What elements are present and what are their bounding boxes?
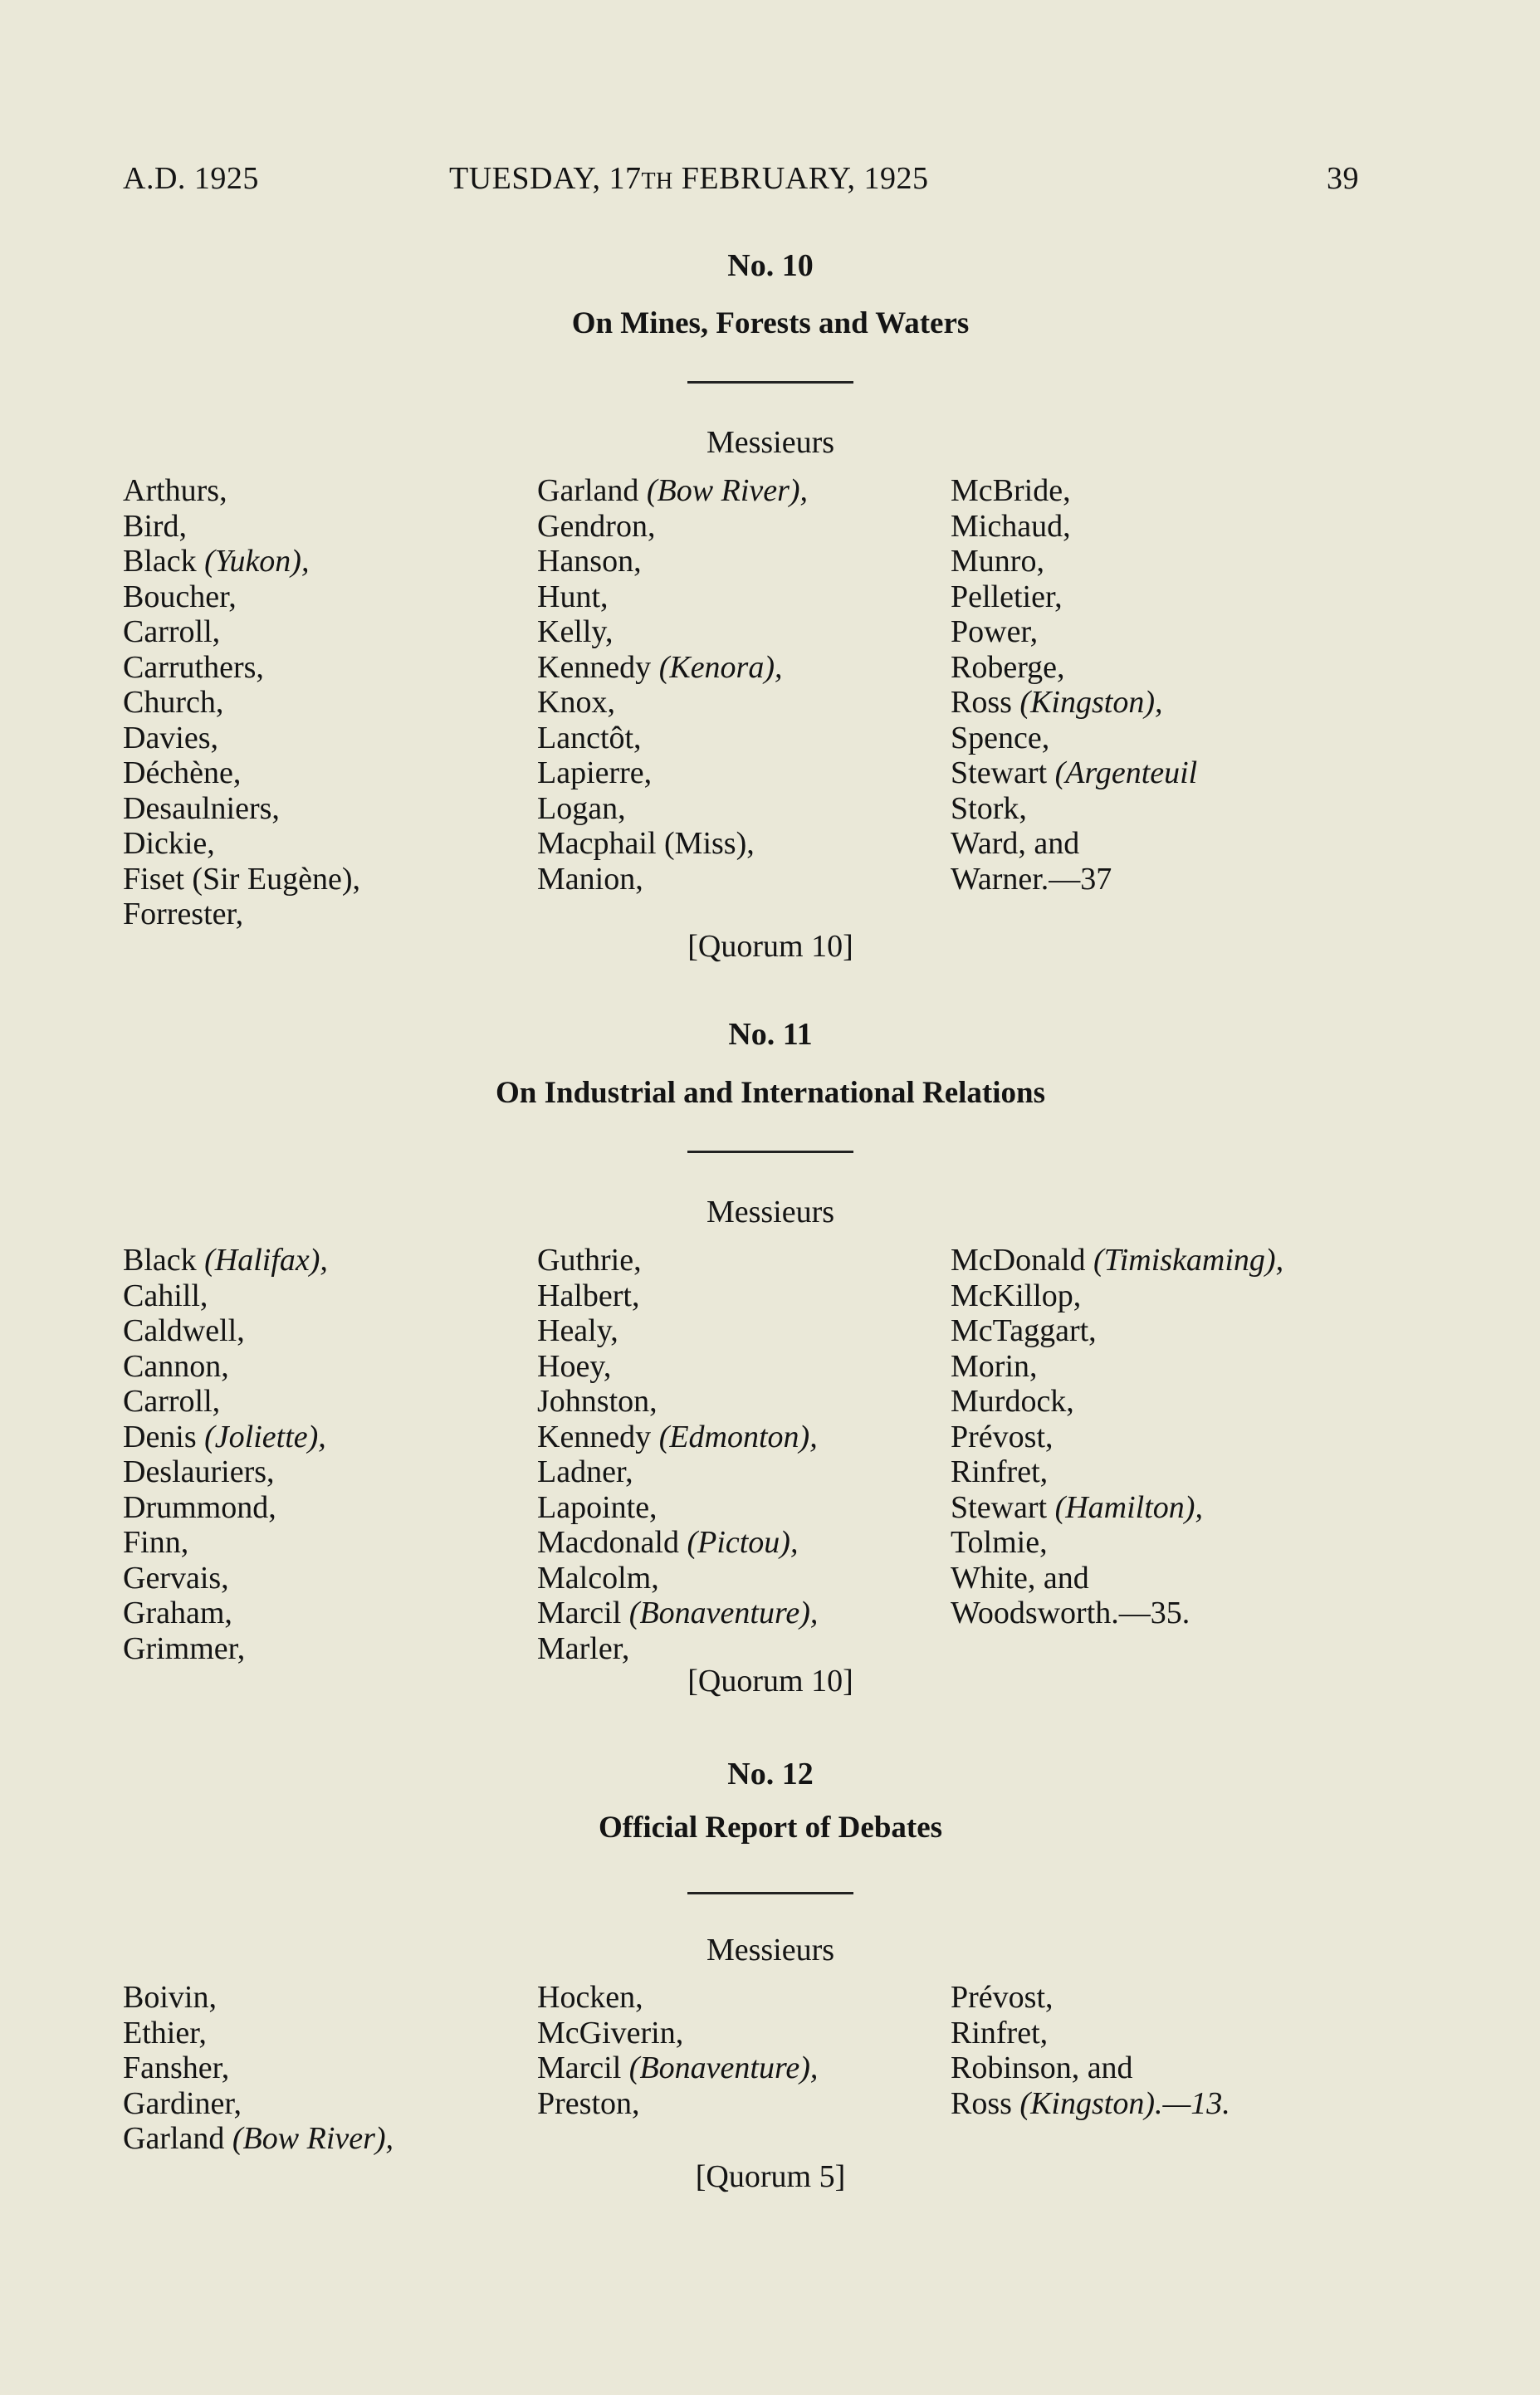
member-name bbox=[537, 862, 808, 897]
member-surname: Kelly, bbox=[537, 614, 614, 649]
member-name bbox=[537, 1490, 818, 1526]
member-name bbox=[951, 1313, 1283, 1349]
member-surname: Logan, bbox=[537, 790, 626, 826]
member-surname: Finn, bbox=[123, 1525, 189, 1560]
member-surname: Grimmer, bbox=[123, 1630, 246, 1666]
member-name bbox=[537, 721, 808, 756]
member-constituency: (Hamilton), bbox=[1054, 1489, 1203, 1525]
member-name bbox=[123, 579, 360, 615]
member-name bbox=[123, 897, 360, 932]
member-surname: Spence, bbox=[951, 720, 1050, 755]
member-surname: Deslauriers, bbox=[123, 1454, 275, 1489]
member-name bbox=[951, 2086, 1230, 2122]
member-name bbox=[123, 509, 360, 545]
member-name bbox=[123, 614, 360, 650]
member-constituency: (Bow River), bbox=[646, 473, 809, 508]
section-rule bbox=[687, 1151, 853, 1153]
member-name bbox=[951, 721, 1197, 756]
member-surname: Morin, bbox=[951, 1348, 1038, 1384]
member-surname: Graham, bbox=[123, 1596, 232, 1630]
member-name bbox=[951, 1561, 1283, 1596]
member-surname: Lanctôt, bbox=[537, 720, 642, 755]
member-surname: Desaulniers, bbox=[123, 790, 280, 826]
member-surname: Lapointe, bbox=[537, 1489, 658, 1525]
member-constituency: (Halifax), bbox=[204, 1243, 328, 1278]
member-name bbox=[123, 1631, 328, 1667]
member-name bbox=[537, 1454, 818, 1490]
member-surname: Pelletier, bbox=[951, 579, 1063, 614]
member-name bbox=[951, 1243, 1283, 1278]
member-surname: Warner.—37 bbox=[951, 861, 1112, 897]
quorum: [Quorum 5] bbox=[695, 2159, 846, 2194]
member-constituency: (Kenora), bbox=[658, 649, 783, 685]
member-name bbox=[123, 1561, 328, 1596]
member-surname: Hoey, bbox=[537, 1348, 612, 1384]
member-surname: Stewart bbox=[951, 1489, 1048, 1525]
member-surname: Rinfret, bbox=[951, 1454, 1049, 1489]
member-surname: Marcil bbox=[537, 1596, 622, 1630]
member-surname: McDonald bbox=[951, 1243, 1086, 1278]
member-surname: Marcil bbox=[537, 2050, 622, 2085]
member-name bbox=[123, 685, 360, 721]
member-surname: Gendron, bbox=[537, 508, 656, 544]
messieurs-heading: Messieurs bbox=[706, 1195, 835, 1229]
member-constituency: (Yukon), bbox=[204, 544, 310, 579]
member-name bbox=[537, 2086, 818, 2122]
member-surname: Gardiner, bbox=[123, 2085, 242, 2121]
member-name bbox=[123, 1490, 328, 1526]
member-constituency: (Pictou), bbox=[687, 1525, 799, 1560]
member-surname: Drummond, bbox=[123, 1489, 276, 1525]
member-surname: Boivin, bbox=[123, 1980, 217, 2015]
member-surname: Fiset (Sir Eugène), bbox=[123, 861, 361, 897]
header-date bbox=[449, 160, 929, 197]
member-surname: McBride, bbox=[951, 473, 1071, 508]
member-name bbox=[537, 579, 808, 615]
member-name bbox=[951, 579, 1197, 615]
member-surname: Malcolm, bbox=[537, 1560, 659, 1596]
member-column bbox=[951, 1243, 1283, 1631]
member-name bbox=[537, 1384, 818, 1420]
member-constituency: (Bonaventure), bbox=[628, 2050, 819, 2085]
member-name bbox=[123, 2086, 394, 2122]
member-surname: Arthurs, bbox=[123, 473, 227, 508]
page-number: 39 bbox=[1327, 161, 1359, 196]
member-surname: Gervais, bbox=[123, 1560, 229, 1596]
committee-title: On Industrial and International Relations bbox=[495, 1076, 1046, 1110]
member-surname: Stewart bbox=[951, 755, 1048, 790]
member-name bbox=[537, 473, 808, 509]
running-head bbox=[123, 160, 1359, 202]
member-name bbox=[537, 1980, 818, 2016]
committee-number: No. 10 bbox=[727, 248, 814, 283]
member-name bbox=[537, 1596, 818, 1631]
header-date-ordinal: TH bbox=[641, 169, 673, 194]
member-surname: Dickie, bbox=[123, 826, 215, 861]
member-name bbox=[123, 862, 360, 897]
member-name bbox=[537, 1278, 818, 1314]
member-surname: Garland bbox=[123, 2121, 225, 2156]
member-name bbox=[951, 826, 1197, 862]
committee-title: On Mines, Forests and Waters bbox=[571, 306, 970, 340]
member-name bbox=[123, 1278, 328, 1314]
member-surname: White, and bbox=[951, 1560, 1089, 1596]
member-name bbox=[951, 509, 1197, 545]
member-surname: Hunt, bbox=[537, 579, 609, 614]
member-surname: Déchène, bbox=[123, 755, 242, 790]
member-surname: McTaggart, bbox=[951, 1313, 1097, 1348]
member-name bbox=[123, 1454, 328, 1490]
member-name bbox=[537, 1631, 818, 1667]
member-constituency: (Kingston), bbox=[1019, 685, 1163, 720]
committee-number: No. 12 bbox=[727, 1757, 814, 1791]
member-surname: Fansher, bbox=[123, 2050, 230, 2085]
member-surname: Rinfret, bbox=[951, 2015, 1049, 2050]
member-constituency: (Joliette), bbox=[204, 1419, 326, 1454]
member-name bbox=[951, 755, 1197, 791]
member-name bbox=[537, 509, 808, 545]
member-surname: Murdock, bbox=[951, 1384, 1074, 1419]
member-name bbox=[537, 1525, 818, 1561]
member-surname: Caldwell, bbox=[123, 1313, 245, 1348]
member-surname: Preston, bbox=[537, 2085, 640, 2121]
member-surname: Lapierre, bbox=[537, 755, 653, 790]
member-surname: Prévost, bbox=[951, 1419, 1054, 1454]
member-column bbox=[951, 1980, 1230, 2121]
member-name bbox=[123, 1384, 328, 1420]
member-name bbox=[951, 1454, 1283, 1490]
member-surname: Boucher, bbox=[123, 579, 237, 614]
member-name bbox=[123, 1313, 328, 1349]
member-surname: Woodsworth.—35. bbox=[951, 1596, 1190, 1630]
member-surname: McGiverin, bbox=[537, 2015, 684, 2050]
member-column bbox=[123, 1980, 394, 2157]
messieurs-heading: Messieurs bbox=[706, 425, 835, 460]
quorum: [Quorum 10] bbox=[687, 1664, 853, 1698]
member-constituency: (Kingston).—13. bbox=[1019, 2085, 1230, 2121]
member-name bbox=[123, 1243, 328, 1278]
member-surname: Johnston, bbox=[537, 1384, 658, 1419]
member-name bbox=[537, 544, 808, 579]
header-date-suffix: FEBRUARY, 1925 bbox=[672, 161, 929, 196]
member-name bbox=[951, 1596, 1283, 1631]
member-surname: Cannon, bbox=[123, 1348, 229, 1384]
member-constituency: (Argenteuil bbox=[1054, 755, 1198, 790]
member-name bbox=[537, 1243, 818, 1278]
member-name bbox=[951, 1349, 1283, 1385]
member-surname: Forrester, bbox=[123, 897, 244, 931]
member-name bbox=[951, 1490, 1283, 1526]
member-name bbox=[951, 1980, 1230, 2016]
member-column bbox=[537, 473, 808, 897]
member-name bbox=[123, 826, 360, 862]
member-name bbox=[537, 2016, 818, 2051]
member-name bbox=[951, 685, 1197, 721]
member-name bbox=[123, 1349, 328, 1385]
member-constituency: (Bonaventure), bbox=[628, 1596, 819, 1630]
member-surname: Hanson, bbox=[537, 544, 642, 579]
member-surname: Healy, bbox=[537, 1313, 618, 1348]
member-surname: Marler, bbox=[537, 1630, 630, 1666]
header-year: A.D. 1925 bbox=[123, 161, 259, 196]
member-name bbox=[537, 1349, 818, 1385]
member-surname: Carroll, bbox=[123, 614, 221, 649]
member-name bbox=[951, 614, 1197, 650]
member-name bbox=[537, 685, 808, 721]
member-surname: Prévost, bbox=[951, 1980, 1054, 2015]
member-name bbox=[951, 1384, 1283, 1420]
member-column bbox=[951, 473, 1197, 897]
member-column bbox=[537, 1243, 818, 1666]
member-name bbox=[123, 473, 360, 509]
member-name bbox=[951, 650, 1197, 686]
member-column bbox=[537, 1980, 818, 2121]
member-name bbox=[123, 755, 360, 791]
member-surname: Guthrie, bbox=[537, 1243, 642, 1278]
member-surname: Black bbox=[123, 544, 197, 579]
member-constituency: (Bow River), bbox=[232, 2121, 394, 2156]
member-surname: Church, bbox=[123, 685, 224, 720]
member-surname: Roberge, bbox=[951, 649, 1065, 685]
member-surname: Kennedy bbox=[537, 1419, 652, 1454]
member-surname: Ross bbox=[951, 685, 1012, 720]
member-name bbox=[537, 614, 808, 650]
member-name bbox=[537, 755, 808, 791]
member-name bbox=[123, 791, 360, 827]
member-surname: Macdonald bbox=[537, 1525, 679, 1560]
member-name bbox=[123, 1980, 394, 2016]
member-surname: Ethier, bbox=[123, 2015, 207, 2050]
member-surname: Ward, and bbox=[951, 826, 1080, 861]
member-surname: Garland bbox=[537, 473, 639, 508]
member-name bbox=[537, 1420, 818, 1455]
member-name bbox=[951, 1278, 1283, 1314]
section-rule bbox=[687, 381, 853, 384]
section-rule bbox=[687, 1892, 853, 1894]
member-name bbox=[951, 2016, 1230, 2051]
member-name bbox=[123, 1596, 328, 1631]
member-name bbox=[951, 1525, 1283, 1561]
member-surname: Power, bbox=[951, 614, 1039, 649]
member-surname: Ladner, bbox=[537, 1454, 633, 1489]
member-name bbox=[123, 650, 360, 686]
header-date-prefix: TUESDAY, 17 bbox=[449, 161, 642, 196]
member-name bbox=[951, 791, 1197, 827]
member-name bbox=[951, 544, 1197, 579]
member-name bbox=[951, 2050, 1230, 2086]
member-surname: Carroll, bbox=[123, 1384, 221, 1419]
committee-number: No. 11 bbox=[728, 1017, 813, 1052]
member-name bbox=[537, 826, 808, 862]
member-column bbox=[123, 473, 360, 932]
member-surname: Davies, bbox=[123, 720, 219, 755]
member-name bbox=[951, 473, 1197, 509]
member-surname: Manion, bbox=[537, 861, 643, 897]
member-constituency: (Timiskaming), bbox=[1093, 1243, 1284, 1278]
member-surname: Black bbox=[123, 1243, 197, 1278]
member-surname: Bird, bbox=[123, 508, 188, 544]
member-name bbox=[537, 1561, 818, 1596]
member-surname: Hocken, bbox=[537, 1980, 643, 2015]
committee-title: Official Report of Debates bbox=[598, 1811, 943, 1845]
member-name bbox=[123, 721, 360, 756]
member-surname: Tolmie, bbox=[951, 1525, 1048, 1560]
member-name bbox=[537, 1313, 818, 1349]
member-name bbox=[123, 2016, 394, 2051]
member-surname: Munro, bbox=[951, 544, 1044, 579]
member-surname: Ross bbox=[951, 2085, 1012, 2121]
member-surname: McKillop, bbox=[951, 1278, 1082, 1313]
member-surname: Stork, bbox=[951, 790, 1027, 826]
member-surname: Michaud, bbox=[951, 508, 1071, 544]
member-surname: Cahill, bbox=[123, 1278, 208, 1313]
member-surname: Robinson, and bbox=[951, 2050, 1133, 2085]
member-name bbox=[537, 791, 808, 827]
messieurs-heading: Messieurs bbox=[706, 1933, 835, 1967]
member-name bbox=[123, 2121, 394, 2157]
member-name bbox=[951, 862, 1197, 897]
member-name bbox=[537, 2050, 818, 2086]
member-surname: Knox, bbox=[537, 685, 615, 720]
member-constituency: (Edmonton), bbox=[658, 1419, 818, 1454]
member-name bbox=[123, 544, 360, 579]
member-name bbox=[123, 2050, 394, 2086]
quorum: [Quorum 10] bbox=[687, 929, 853, 964]
member-name bbox=[951, 1420, 1283, 1455]
member-surname: Macphail (Miss), bbox=[537, 826, 755, 861]
member-surname: Kennedy bbox=[537, 649, 652, 685]
member-name bbox=[537, 650, 808, 686]
member-name bbox=[123, 1525, 328, 1561]
member-name bbox=[123, 1420, 328, 1455]
member-surname: Denis bbox=[123, 1419, 197, 1454]
member-surname: Halbert, bbox=[537, 1278, 640, 1313]
member-column bbox=[123, 1243, 328, 1666]
member-surname: Carruthers, bbox=[123, 649, 264, 685]
